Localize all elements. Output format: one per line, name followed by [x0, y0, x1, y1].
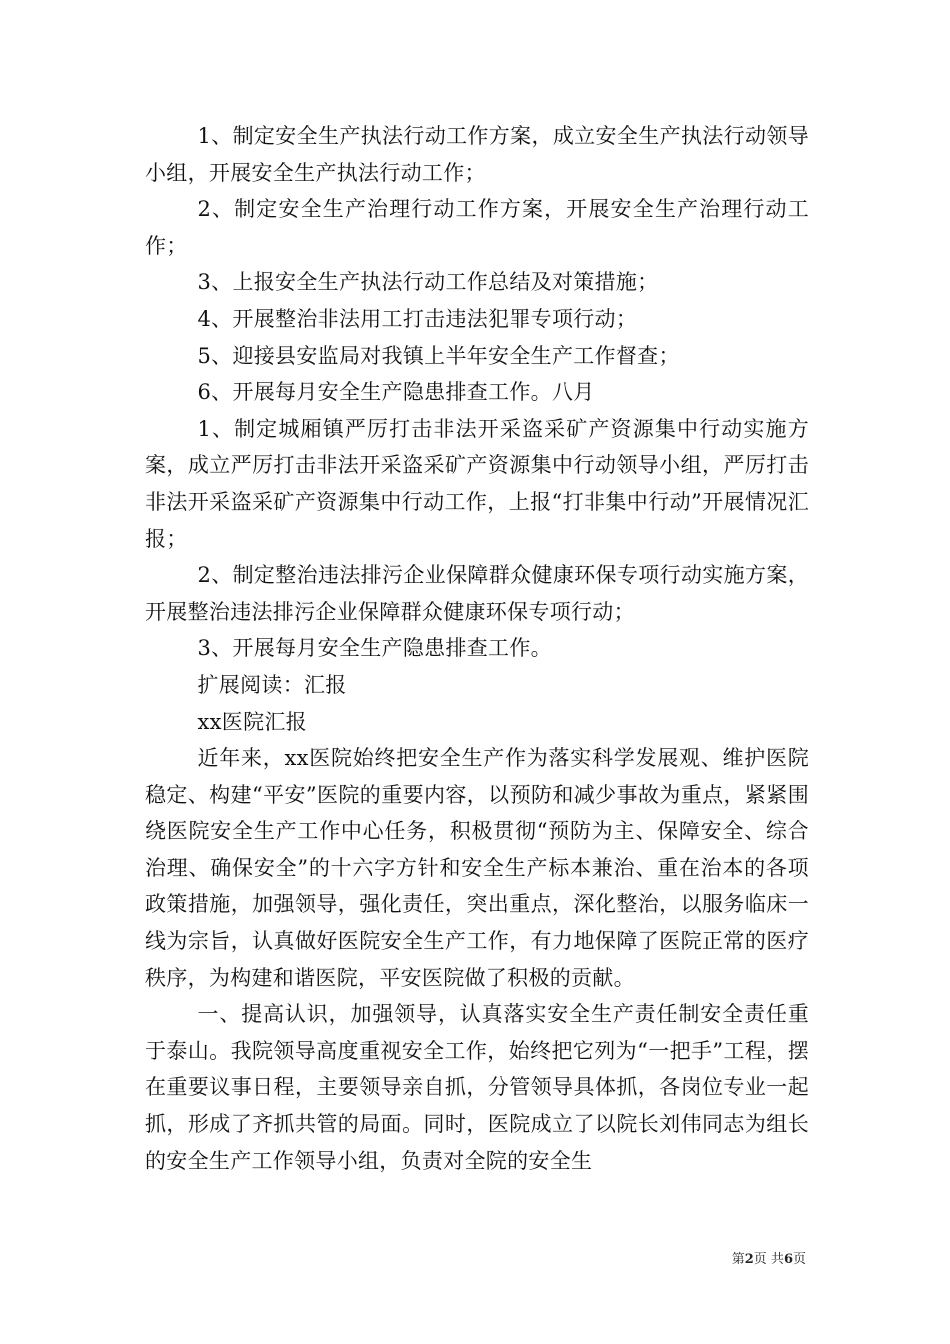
paragraph-6: 6、开展每月安全生产隐患排查工作。八月 — [197, 380, 595, 405]
paragraph-intro: 近年来，xx医院始终把安全生产作为落实科学发展观、维护医院稳定、构建“平安”医院的重要内容，以预防和减少事故为重点，紧紧围绕医院安全生产工作中心任务，积极贯彻“预防为主、保障安全、综合治理、确保安全”的十六字方针和安全生产标本兼治、重在治本的各项政策措施，加强领导，强化责任，突出重点，深化整治，以服务临床一线为宗旨，认真做好医院安全生产工作，有力地保障了医院正常的医疗秩序，为构建和谐医院，平安医院做了积极的贡献。 — [145, 746, 809, 990]
paragraph-2: 2、制定安全生产治理行动工作方案，开展安全生产治理行动工作； — [145, 197, 809, 258]
paragraph-section-one: 一、提高认识，加强领导，认真落实安全生产责任制安全责任重于泰山。我院领导高度重视安全工作，始终把它列为“一把手”工程，摆在重要议事日程，主要领导亲自抓，分管领导具体抓，各岗位专业一起抓，形成了齐抓共管的局面。同时，医院成立了以院长刘伟同志为组长的安全生产工作领导小组，负责对全院的安全生 — [145, 1002, 809, 1173]
page-number-footer — [732, 1248, 806, 1267]
document-body — [145, 118, 809, 1179]
footer-suffix: 页 — [792, 1252, 806, 1267]
paragraph-7: 1、制定城厢镇严厉打击非法开采盗采矿产资源集中行动实施方案，成立严厉打击非法开采盗采矿产资源集中行动领导小组，严厉打击非法开采盗采矿产资源集中行动工作，上报“打非集中行动”开展情况汇报； — [145, 416, 809, 551]
footer-prefix: 第 — [731, 1252, 745, 1267]
paragraph-1: 1、制定安全生产执法行动工作方案，成立安全生产执法行动领导小组，开展安全生产执法行动工作； — [145, 124, 809, 185]
paragraph-3: 3、上报安全生产执法行动工作总结及对策措施； — [197, 270, 659, 295]
paragraph-5: 5、迎接县安监局对我镇上半年安全生产工作督查； — [197, 343, 680, 368]
footer-middle: 页 共 — [753, 1252, 784, 1267]
paragraph-4: 4、开展整治非法用工打击违法犯罪专项行动； — [197, 306, 638, 331]
paragraph-9: 3、开展每月安全生产隐患排查工作。 — [197, 636, 552, 661]
paragraph-8: 2、制定整治违法排污企业保障群众健康环保专项行动实施方案，开展整治违法排污企业保障群众健康环保专项行动； — [145, 563, 809, 624]
section-heading-hospital-report: xx医院汇报 — [197, 709, 307, 734]
total-pages-number: 6 — [783, 1252, 793, 1267]
section-heading-extended-reading: 扩展阅读：汇报 — [197, 672, 347, 697]
current-page-number: 2 — [744, 1252, 754, 1267]
